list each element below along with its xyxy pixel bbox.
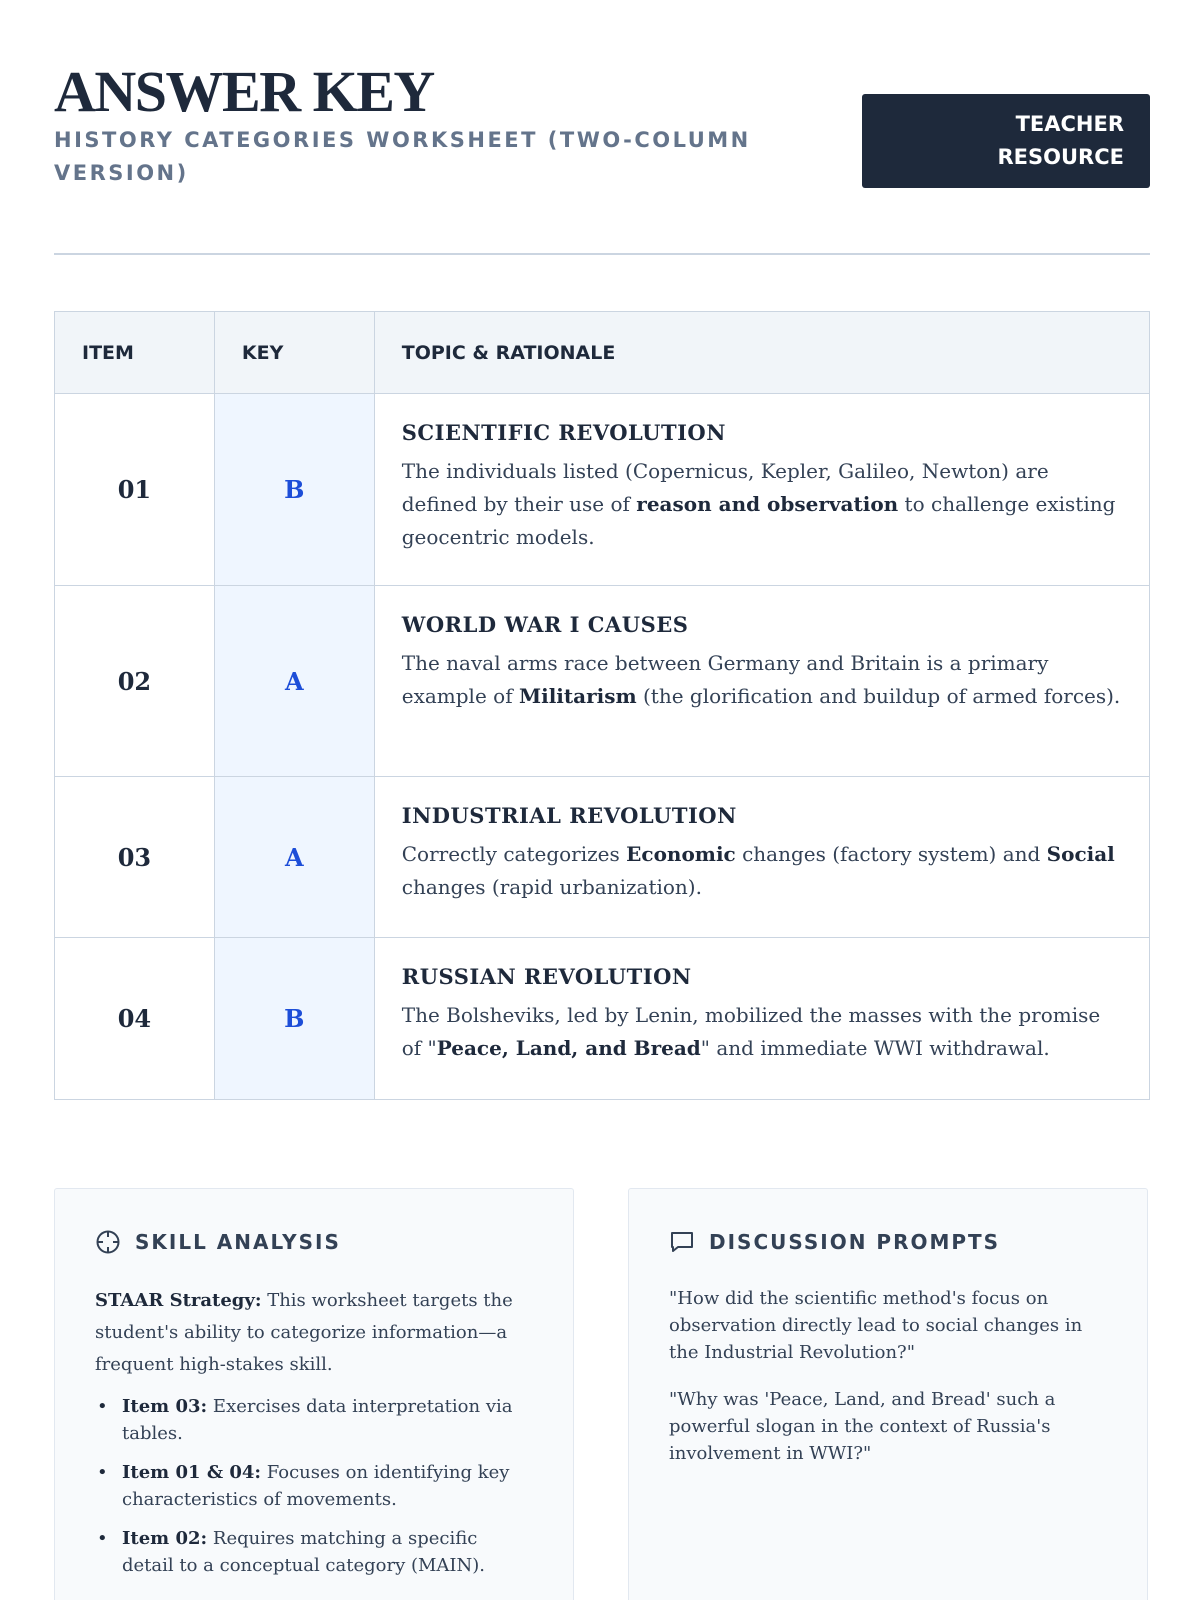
column-header-topic: TOPIC & RATIONALE (374, 312, 1149, 394)
table-row (55, 586, 1150, 777)
table-row (55, 394, 1150, 586)
answer-key: A (214, 777, 374, 938)
teacher-resource-badge: TEACHER RESOURCE (862, 94, 1150, 188)
discussion-prompt: "How did the scientific method's focus on observation directly lead to social changes in the Industrial Revolution?" (669, 1288, 1083, 1363)
answer-key-table (54, 311, 1150, 1100)
topic-rationale: Correctly categorizes Economic changes (factory system) and Social changes (rapid urbanization). (401, 842, 1115, 899)
answer-key: A (214, 586, 374, 777)
item-number: 01 (55, 394, 215, 586)
topic-rationale: The individuals listed (Copernicus, Kepler, Galileo, Newton) are defined by their use of reason and observation to challenge existing geocentric models. (401, 459, 1116, 549)
list-item: • Item 01 & 04: Focuses on identifying key characteristics of movements. (95, 1459, 533, 1513)
topic-title: SCIENTIFIC REVOLUTION (401, 420, 726, 445)
answer-key: B (214, 394, 374, 586)
item-number: 03 (55, 777, 215, 938)
column-header-key: KEY (214, 312, 374, 394)
skill-list (95, 1393, 533, 1579)
page-header (54, 60, 1150, 190)
topic-title: INDUSTRIAL REVOLUTION (401, 803, 737, 828)
topic-title: WORLD WAR I CAUSES (401, 612, 689, 637)
page-title: ANSWER KEY (54, 59, 434, 124)
page-subtitle: HISTORY CATEGORIES WORKSHEET (TWO-COLUMN VERSION) (54, 128, 751, 185)
list-item: • Item 02: Requires matching a specific detail to a conceptual category (MAIN). (95, 1525, 533, 1579)
topic-cell (374, 777, 1149, 938)
crosshair-icon (95, 1229, 121, 1255)
header-divider (54, 253, 1150, 255)
skill-strategy-text: STAAR Strategy: This worksheet targets the student's ability to categorize information—a frequent high-stakes skill. (95, 1290, 513, 1375)
discussion-prompts-card (628, 1188, 1148, 1600)
item-number: 04 (55, 938, 215, 1100)
skill-analysis-heading (95, 1229, 533, 1255)
topic-rationale: The naval arms race between Germany and Britain is a primary example of Militarism (the glorification and buildup of armed forces). (401, 651, 1121, 708)
skill-analysis-title: SKILL ANALYSIS (135, 1230, 341, 1254)
answer-key: B (214, 938, 374, 1100)
skill-analysis-card (54, 1188, 574, 1600)
topic-cell (374, 394, 1149, 586)
topic-rationale: The Bolsheviks, led by Lenin, mobilized the masses with the promise of "Peace, Land, and Bread" and immediate WWI withdrawal. (401, 1003, 1101, 1060)
discussion-prompt: "Why was 'Peace, Land, and Bread' such a powerful slogan in the context of Russia's involvement in WWI?" (669, 1389, 1056, 1464)
item-number: 02 (55, 586, 215, 777)
table-row (55, 777, 1150, 938)
list-item: • Item 03: Exercises data interpretation via tables. (95, 1393, 533, 1447)
discussion-prompts-title: DISCUSSION PROMPTS (709, 1230, 1001, 1254)
table-row (55, 938, 1150, 1100)
table-header-row (55, 312, 1150, 394)
discussion-prompts-heading (669, 1229, 1107, 1255)
topic-cell (374, 586, 1149, 777)
column-header-item: ITEM (55, 312, 215, 394)
topic-cell (374, 938, 1149, 1100)
topic-title: RUSSIAN REVOLUTION (401, 964, 692, 989)
chat-bubble-icon (669, 1229, 695, 1255)
